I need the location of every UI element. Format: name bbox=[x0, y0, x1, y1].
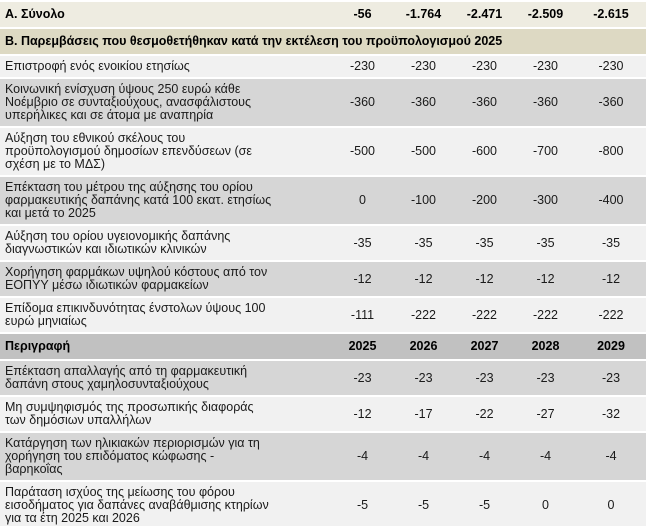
value-cell: -4 bbox=[332, 433, 393, 480]
value-cell: -222 bbox=[393, 298, 454, 332]
value-cell: -35 bbox=[515, 226, 576, 260]
year-column-header-2027: 2027 bbox=[454, 334, 515, 359]
table-row bbox=[0, 262, 646, 296]
value-cell: -500 bbox=[332, 128, 393, 175]
value-cell: -12 bbox=[332, 262, 393, 296]
value-cell: -12 bbox=[454, 262, 515, 296]
value-cell: -360 bbox=[576, 79, 646, 126]
value-cell: -12 bbox=[393, 262, 454, 296]
value-cell: -23 bbox=[515, 361, 576, 395]
value-cell: -400 bbox=[576, 177, 646, 224]
row-label: Παράταση ισχύος της μείωσης του φόρου εισοδήματος για δαπάνες αναβάθμισης κτηρίων για τα έτη 2025 και 2026 bbox=[0, 482, 332, 526]
row-label: Επέκταση απαλλαγής από τη φαρμακευτική δαπάνη στους χαμηλοσυνταξιούχους bbox=[0, 361, 332, 395]
row-label: Αύξηση του ορίου υγειονομικής δαπάνης διαγνωστικών και ιδιωτικών κλινικών bbox=[0, 226, 332, 260]
value-cell: -100 bbox=[393, 177, 454, 224]
value-cell: -12 bbox=[515, 262, 576, 296]
value-cell: -23 bbox=[454, 361, 515, 395]
table-row bbox=[0, 433, 646, 480]
section-b-header-label: Β. Παρεμβάσεις που θεσμοθετήθηκαν κατά την εκτέλεση του προϋπολογισμού 2025 bbox=[0, 29, 646, 54]
value-cell: -4 bbox=[393, 433, 454, 480]
value-cell: -27 bbox=[515, 397, 576, 431]
value-cell: -12 bbox=[576, 262, 646, 296]
total-value-2028: -2.509 bbox=[515, 2, 576, 27]
value-cell: -12 bbox=[332, 397, 393, 431]
row-label: Μη συμψηφισμός της προσωπικής διαφοράς των δημόσιων υπαλλήλων bbox=[0, 397, 332, 431]
total-row bbox=[0, 2, 646, 27]
value-cell: -222 bbox=[576, 298, 646, 332]
value-cell: -200 bbox=[454, 177, 515, 224]
table-row bbox=[0, 56, 646, 77]
table-row bbox=[0, 397, 646, 431]
year-column-header-2026: 2026 bbox=[393, 334, 454, 359]
value-cell: -4 bbox=[515, 433, 576, 480]
value-cell: -222 bbox=[454, 298, 515, 332]
total-value-2029: -2.615 bbox=[576, 2, 646, 27]
value-cell: -5 bbox=[393, 482, 454, 526]
value-cell: -4 bbox=[454, 433, 515, 480]
row-label: Κοινωνική ενίσχυση ύψους 250 ευρώ κάθε Νοέμβριο σε συνταξιούχους, ανασφάλιστους υπερήλικες και σε άτομα με αναπηρία bbox=[0, 79, 332, 126]
row-label: Κατάργηση των ηλικιακών περιορισμών για τη χορήγηση του επιδόματος κώφωσης - βαρηκοΐας bbox=[0, 433, 332, 480]
total-value-2026: -1.764 bbox=[393, 2, 454, 27]
total-value-2025: -56 bbox=[332, 2, 393, 27]
value-cell: -35 bbox=[393, 226, 454, 260]
value-cell: 0 bbox=[576, 482, 646, 526]
value-cell: -35 bbox=[332, 226, 393, 260]
table-row bbox=[0, 298, 646, 332]
value-cell: -360 bbox=[454, 79, 515, 126]
total-row-label: Α. Σύνολο bbox=[0, 2, 332, 27]
year-column-header-2025: 2025 bbox=[332, 334, 393, 359]
value-cell: -230 bbox=[332, 56, 393, 77]
value-cell: -17 bbox=[393, 397, 454, 431]
table-row bbox=[0, 226, 646, 260]
value-cell: -360 bbox=[393, 79, 454, 126]
table-row bbox=[0, 361, 646, 395]
table-row bbox=[0, 482, 646, 526]
value-cell: -4 bbox=[576, 433, 646, 480]
value-cell: -230 bbox=[515, 56, 576, 77]
value-cell: -35 bbox=[454, 226, 515, 260]
value-cell: -360 bbox=[515, 79, 576, 126]
value-cell: -111 bbox=[332, 298, 393, 332]
value-cell: -600 bbox=[454, 128, 515, 175]
value-cell: -23 bbox=[393, 361, 454, 395]
value-cell: -32 bbox=[576, 397, 646, 431]
year-header-row bbox=[0, 334, 646, 359]
value-cell: -800 bbox=[576, 128, 646, 175]
value-cell: 0 bbox=[332, 177, 393, 224]
value-cell: -360 bbox=[332, 79, 393, 126]
value-cell: -230 bbox=[454, 56, 515, 77]
value-cell: -22 bbox=[454, 397, 515, 431]
row-label: Χορήγηση φαρμάκων υψηλού κόστους από τον ΕΟΠΥΥ μέσω ιδιωτικών φαρμακείων bbox=[0, 262, 332, 296]
year-column-header-2029: 2029 bbox=[576, 334, 646, 359]
value-cell: -23 bbox=[332, 361, 393, 395]
value-cell: -230 bbox=[393, 56, 454, 77]
value-cell: -23 bbox=[576, 361, 646, 395]
total-value-2027: -2.471 bbox=[454, 2, 515, 27]
section-b-header-row bbox=[0, 29, 646, 54]
value-cell: 0 bbox=[515, 482, 576, 526]
row-label: Επίδομα επικινδυνότητας ένστολων ύψους 100 ευρώ μηνιαίως bbox=[0, 298, 332, 332]
value-cell: -500 bbox=[393, 128, 454, 175]
year-column-header-2028: 2028 bbox=[515, 334, 576, 359]
row-label: Επέκταση του μέτρου της αύξησης του ορίου φαρμακευτικής δαπάνης κατά 100 εκατ. ετησίως και μετά το 2025 bbox=[0, 177, 332, 224]
value-cell: -230 bbox=[576, 56, 646, 77]
table-row bbox=[0, 79, 646, 126]
row-label: Επιστροφή ενός ενοικίου ετησίως bbox=[0, 56, 332, 77]
value-cell: -5 bbox=[454, 482, 515, 526]
row-label: Αύξηση του εθνικού σκέλους του προϋπολογισμού δημοσίων επενδύσεων (σε σχέση με το ΜΔΣ) bbox=[0, 128, 332, 175]
value-cell: -5 bbox=[332, 482, 393, 526]
value-cell: -300 bbox=[515, 177, 576, 224]
table-row bbox=[0, 128, 646, 175]
description-column-header: Περιγραφή bbox=[0, 334, 332, 359]
value-cell: -222 bbox=[515, 298, 576, 332]
value-cell: -700 bbox=[515, 128, 576, 175]
value-cell: -35 bbox=[576, 226, 646, 260]
table-row bbox=[0, 177, 646, 224]
